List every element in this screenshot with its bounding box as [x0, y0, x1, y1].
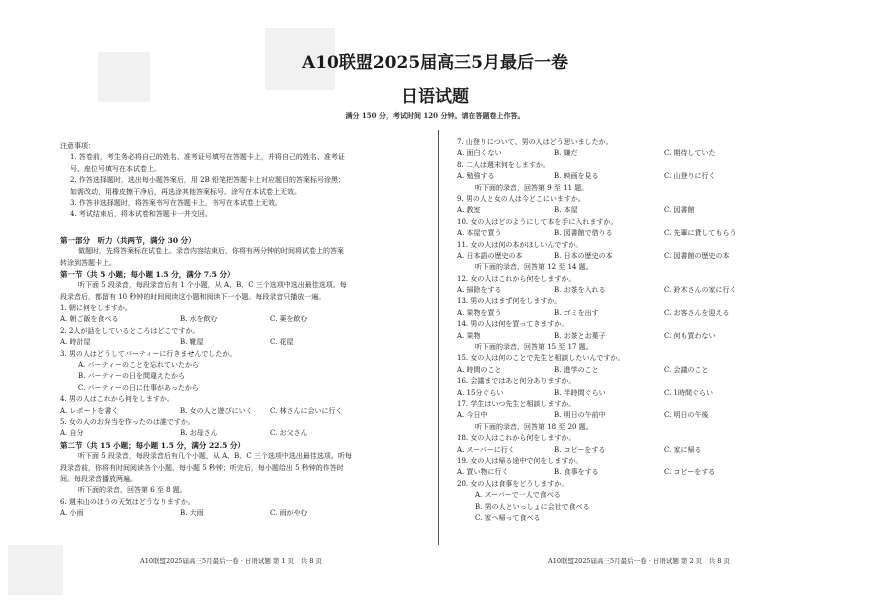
option-c: C. お父さん: [270, 429, 308, 438]
part1-intro: 做题时，先将答案标在试卷上。录音内容结束后，你将有两分钟的时间将试卷上的答案: [78, 247, 344, 256]
question-text: 7. 山登りについて、男の人はどう思いましたか。: [457, 138, 613, 146]
option-a: A. 時計屋: [60, 338, 91, 347]
option-b: B. パーティーの日を間違えたから: [78, 372, 186, 381]
option-c: C. 薬を飲む: [270, 315, 308, 324]
option-a: A. 勉強する: [457, 172, 495, 181]
answer-options: [457, 228, 817, 239]
question-text: 19. 女の人は帰る途中で何をしますか。: [457, 456, 583, 465]
answer-options: [457, 467, 817, 478]
option-a: A. 面白くない: [457, 149, 502, 158]
answer-options: [457, 445, 817, 456]
question-text: 12. 女の人はこれから何をしますか。: [457, 274, 576, 283]
question-text: 1. 朝に何をしますか。: [60, 304, 132, 313]
section1-intro: 段录音后，都留有 10 秒钟的时间阅读这小题和阅读下一小题。每段录音只播放一遍。: [60, 292, 326, 301]
option-c: C. 雨がやむ: [270, 509, 308, 518]
option-c: C. 図書館の歴史の本: [664, 251, 730, 260]
question-text: 13. 男の人はまず何をしますか。: [457, 297, 562, 306]
exam-info: 满分 150 分，考试时间 120 分钟。请在答题卷上作答。: [345, 111, 525, 120]
question-text: 10. 女の人はどのようにして本を手に入れますか。: [457, 217, 618, 226]
question-text: 17. 学生はいつ先生と相談しますか。: [457, 399, 576, 408]
option-c: C. 図書館: [664, 206, 695, 215]
question-text: 8. 二人は週末何をしますか。: [457, 160, 550, 169]
page-footer-right: A10联盟2025届高三5月最后一卷 · 日语试题 第 2 页 共 8 页: [548, 557, 730, 565]
answer-options: [457, 331, 817, 342]
question-text: 11. 女の人は何の本がほしいんですか。: [457, 240, 583, 249]
answer-options: [457, 308, 817, 319]
question-text: 9. 男の人と女の人は今どこにいますか。: [457, 194, 585, 203]
answer-options: [457, 171, 817, 182]
notice-line: 如需改动，用橡皮擦干净后，再选涂其他答案标号。涂写在本试卷上无效。: [70, 187, 301, 196]
answer-options: [457, 251, 817, 262]
option-a: A. 今日中: [457, 411, 488, 420]
option-c: C. パーティーの日に仕事があったから: [78, 383, 199, 392]
option-c: C. 林さんに会いに行く: [270, 406, 343, 415]
option-a: A. 15分ぐらい: [457, 388, 504, 397]
option-a: A. 朝ご飯を食べる: [60, 315, 119, 324]
option-c: C. 先輩に貸してもらう: [664, 229, 737, 238]
answer-options: [457, 205, 817, 216]
option-c: C. 家へ帰って食べる: [475, 513, 541, 522]
option-c: C. 鈴木さんの家に行く: [664, 286, 737, 295]
question-text: 6. 週末山のほうの天気はどうなりますか。: [60, 497, 195, 506]
answer-options: [60, 337, 430, 348]
listen-instruction: 听下面的录音，回答第 15 至 17 题。: [475, 343, 593, 352]
answer-options: [60, 428, 430, 439]
option-b: B. 靴屋: [180, 338, 204, 347]
option-a: A. パーティーのことを忘れていたから: [78, 361, 199, 370]
option-c: C. 山登りに行く: [664, 172, 716, 181]
question-text: 4. 男の人はこれから何をしますか。: [60, 395, 174, 404]
option-c: C. 何も買わない: [664, 331, 716, 340]
option-a: A. 果物を買う: [457, 308, 502, 317]
option-b: B. 映画を見る: [554, 172, 599, 181]
option-a: A. 小雨: [60, 509, 84, 518]
option-a: A. 自分: [60, 429, 84, 438]
exam-subject: 日语试题: [401, 87, 469, 107]
option-b: B. 日本の歴史の本: [554, 251, 613, 260]
question-text: 15. 女の人は何のことで先生と相談したいんですか。: [457, 354, 625, 363]
option-a: A. スーパーに行く: [457, 445, 515, 454]
option-b: B. お茶を入れる: [554, 286, 606, 295]
option-a: A. スーパーで一人で食べる: [475, 491, 561, 500]
option-b: B. 嫌だ: [554, 149, 578, 158]
answer-options: [457, 410, 817, 421]
option-a: A. 掃除をする: [457, 286, 502, 295]
section2-intro: 间。每段录音播放两遍。: [60, 474, 137, 483]
page-footer-left: A10联盟2025届高三5月最后一卷 · 日语试题 第 1 页 共 8 页: [140, 557, 322, 565]
question-text: 2. 2人が話をしているところはどこですか。: [60, 326, 200, 335]
option-a: A. 本屋で買う: [457, 229, 502, 238]
notice-line: 号、座位号填写在本试卷上。: [70, 164, 161, 173]
option-c: C. 花屋: [270, 338, 294, 347]
exam-title: A10联盟2025届高三5月最后一卷: [302, 53, 568, 73]
notice-heading: 注意事项：: [60, 142, 95, 150]
option-c: C. 会議のこと: [664, 365, 709, 374]
option-b: B. 女の人と遊びにいく: [180, 406, 253, 415]
part1-heading: 第一部分 听力（共两节，满分 30 分）: [60, 235, 196, 245]
left-column: [60, 141, 430, 520]
option-a: A. レポートを書く: [60, 406, 119, 415]
notice-line: 3. 作答非选择题时，将答案书写在答题卡上，书写在本试卷上无效。: [70, 198, 282, 207]
question-text: 18. 女の人はこれから何をしますか。: [457, 434, 576, 443]
answer-options: [60, 406, 430, 417]
option-c: C. コピーをする: [664, 468, 716, 477]
option-b: B. コピーをする: [554, 445, 606, 454]
question-text: 20. 女の人は食事をどうしますか。: [457, 479, 569, 488]
option-c: C. お客さんを迎える: [664, 308, 730, 317]
option-c: C. 期待していた: [664, 149, 716, 158]
section2-intro: 听下面 5 段录音，每段录音后有几个小题，从 A、B、C 三个选项中选出最佳选项。听每: [78, 452, 352, 461]
option-c: C. 明日の午後: [664, 411, 709, 420]
listen-instruction: 听下面的录音，回答第 18 至 20 题。: [475, 422, 593, 431]
question-text: 3. 男の人はどうしてパーティーに行きませんでしたか。: [60, 349, 237, 358]
listen-instruction: 听下面的录音，回答第 9 至 11 题。: [475, 183, 589, 192]
option-b: B. お茶とお菓子: [554, 331, 606, 340]
scan-blemish: [8, 545, 63, 595]
notice-line: 1. 答卷前，考生务必将自己的姓名、准考证号填写在答题卡上，并将自己的姓名、准考证: [70, 153, 345, 162]
option-b: B. 明日の午前中: [554, 411, 606, 420]
option-c: C. 1時間ぐらい: [664, 388, 714, 397]
section1-heading: 第一节（共 5 小题；每小题 1.5 分，满分 7.5 分）: [60, 269, 235, 279]
right-column: [457, 137, 817, 524]
question-text: 16. 会議まではあと何分ありますか。: [457, 377, 576, 386]
option-b: B. お母さん: [180, 429, 218, 438]
option-b: B. 大雨: [180, 509, 204, 518]
option-a: A. 日本語の歴史の本: [457, 251, 523, 260]
listen-instruction: 听下面的录音，回答第 6 至 8 题。: [78, 486, 187, 495]
answer-options: [60, 314, 430, 325]
option-a: A. 時間のこと: [457, 365, 502, 374]
column-divider: [438, 130, 439, 545]
question-text: 5. 女の人のお弁当を作ったのは誰ですか。: [60, 417, 195, 426]
option-b: B. 図書館で借りる: [554, 229, 613, 238]
listen-instruction: 听下面的录音，回答第 12 至 14 题。: [475, 263, 593, 272]
notice-line: 2. 作答选择题时，选出每小题答案后，用 2B 铅笔把答题卡上对应题目的答案标号涂黑；: [70, 176, 345, 185]
answer-options: [457, 285, 817, 296]
option-b: B. 水を飲む: [180, 315, 218, 324]
option-b: B. 本屋: [554, 206, 578, 215]
answer-options: [457, 148, 817, 159]
option-a: A. 教室: [457, 206, 481, 215]
section2-intro: 段录音前，你将有时间阅读各个小题，每小题 5 秒钟；听完后，每小题给出 5 秒钟的作答时: [60, 463, 344, 472]
notice-list: [60, 152, 430, 220]
answer-options: [457, 388, 817, 399]
option-c: C. 家に帰る: [664, 445, 702, 454]
part1-intro: 转涂到答题卡上。: [60, 258, 116, 267]
section1-intro: 听下面 5 段录音，每段录音后有 1 个小题，从 A、B、C 三个选项中选出最佳选项。每: [78, 281, 347, 290]
option-b: B. ゴミを出す: [554, 308, 599, 317]
option-b: B. 半時間ぐらい: [554, 388, 606, 397]
question-text: 14. 男の人は何を買ってきますか。: [457, 320, 569, 329]
answer-options: [457, 365, 817, 376]
option-b: B. 食事をする: [554, 468, 599, 477]
option-b: B. 男の人といっしょに会社で食べる: [475, 502, 590, 511]
option-a: A. 買い物に行く: [457, 468, 509, 477]
option-a: A. 果物: [457, 331, 481, 340]
option-b: B. 進学のこと: [554, 365, 599, 374]
section2-heading: 第二节（共 15 小题；每小题 1.5 分，满分 22.5 分）: [60, 440, 245, 450]
answer-options: [60, 508, 430, 519]
notice-line: 4. 考试结束后，将本试卷和答题卡一并交回。: [70, 210, 212, 219]
